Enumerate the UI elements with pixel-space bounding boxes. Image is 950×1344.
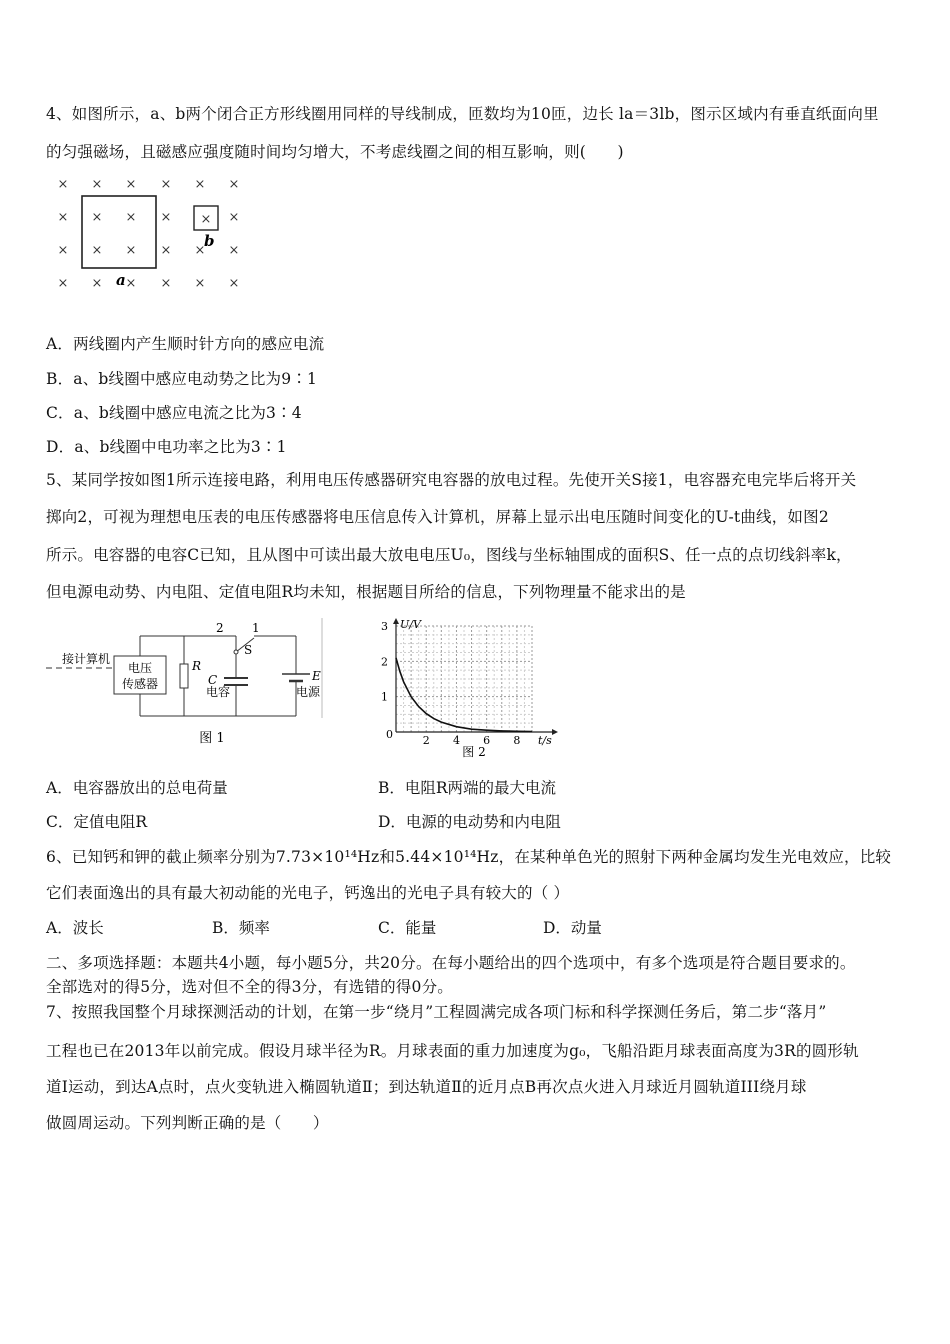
q7-stem-line4: 做圆周运动。下列判断正确的是（ ） [46, 1114, 329, 1132]
field-cross: × [160, 177, 172, 192]
q5-option-d[interactable]: D．电源的电动势和内电阻 [378, 813, 561, 831]
source-label: 电源 [296, 685, 321, 699]
q6-option-d[interactable]: D．动量 [543, 919, 602, 937]
field-cross: × [228, 276, 240, 291]
field-cross: × [160, 276, 172, 291]
field-cross: × [228, 177, 240, 192]
q5-option-a[interactable]: A．电容器放出的总电荷量 [46, 779, 228, 797]
coil-b-label: b [204, 232, 215, 250]
field-cross: × [57, 177, 69, 192]
q6-option-b[interactable]: B．频率 [212, 919, 270, 937]
section2-header-line1: 二、多项选择题：本题共4小题，每小题5分，共20分。在每小题给出的四个选项中，有多个选项是符合题目要求的。 [46, 954, 856, 972]
switch-pos-1: 1 [252, 621, 260, 635]
switch-label: S [244, 643, 253, 657]
q6-option-a[interactable]: A．波长 [46, 919, 104, 937]
q7-stem-line3: 道Ⅰ运动，到达A点时，点火变轨进入椭圆轨道Ⅱ；到达轨道Ⅱ的近月点B再次点火进入月球近月圆轨道III绕月球 [46, 1078, 807, 1096]
x-tick-label: 8 [513, 734, 521, 747]
x-axis-arrow [552, 729, 558, 735]
sensor-label-1: 电压 [127, 661, 153, 675]
computer-label: 接计算机 [62, 652, 111, 666]
q6-option-c[interactable]: C．能量 [378, 919, 437, 937]
q4-figure [50, 172, 250, 292]
field-cross: × [91, 177, 103, 192]
emf-symbol: E [312, 669, 321, 683]
field-cross: × [125, 177, 137, 192]
x-axis-label: t/s [538, 734, 552, 747]
q5-stem-line2: 掷向2，可视为理想电压表的电压传感器将电压信息传入计算机，屏幕上显示出电压随时间变化的U-t曲线，如图2 [46, 508, 829, 526]
field-cross: × [91, 243, 103, 258]
q4-option-d[interactable]: D．a、b线圈中电功率之比为3∶1 [46, 438, 287, 456]
field-cross: × [125, 243, 137, 258]
field-cross: × [57, 276, 69, 291]
field-cross: × [160, 243, 172, 258]
q7-stem-line2: 工程也已在2013年以前完成。假设月球半径为R。月球表面的重力加速度为g₀，飞船沿距月球表面高度为3R的圆形轨 [46, 1042, 859, 1060]
coil-a-label: a [116, 271, 126, 289]
y-tick-label: 3 [381, 620, 388, 633]
figure2-caption: 图 2 [462, 745, 486, 759]
field-cross: × [228, 243, 240, 258]
q4-option-b[interactable]: B．a、b线圈中感应电动势之比为9∶1 [46, 370, 318, 388]
q4-option-c[interactable]: C．a、b线圈中感应电流之比为3∶4 [46, 404, 302, 422]
field-cross: × [194, 177, 206, 192]
q5-stem-line1: 5、某同学按如图1所示连接电路，利用电压传感器研究电容器的放电过程。先使开关S接1，电容器充电完毕后将开关 [46, 471, 857, 489]
field-cross: × [125, 276, 137, 291]
field-cross: × [228, 210, 240, 225]
origin-label: 0 [386, 728, 393, 741]
capacitor-label: 电容 [206, 685, 231, 699]
q5-stem-line4: 但电源电动势、内电阻、定值电阻R均未知，根据题目所给的信息，下列物理量不能求出的是 [46, 583, 686, 601]
field-cross: × [57, 243, 69, 258]
resistor-r [180, 664, 188, 688]
figure1-caption: 图 1 [199, 731, 225, 746]
field-cross: × [200, 212, 212, 227]
q4-stem-line1: 4、如图所示，a、b两个闭合正方形线圈用同样的导线制成，匝数均为10匝，边长 la＝3lb，图示区域内有垂直纸面向里 [46, 105, 879, 123]
x-tick-label: 2 [422, 734, 430, 747]
q6-stem-line2: 它们表面逸出的具有最大初动能的光电子，钙逸出的光电子具有较大的（ ） [46, 884, 570, 902]
q5-option-c[interactable]: C．定值电阻R [46, 813, 148, 831]
section2-header-line2: 全部选对的得5分，选对但不全的得3分，有选错的得0分。 [46, 978, 453, 996]
q5-circuit-figure [40, 618, 330, 750]
y-axis-arrow [393, 618, 399, 624]
field-cross: × [57, 210, 69, 225]
field-cross: × [194, 243, 206, 258]
capacitor-symbol: C [208, 673, 218, 687]
x-tick-label: 4 [452, 734, 460, 747]
q4-option-a[interactable]: A．两线圈内产生顺时针方向的感应电流 [46, 335, 325, 353]
sensor-label-2: 传感器 [121, 677, 159, 691]
x-tick-label: 6 [483, 734, 491, 747]
switch-pos-2: 2 [216, 621, 224, 635]
y-axis-label: U/V [400, 618, 421, 631]
q6-stem-line1: 6、已知钙和钾的截止频率分别为7.73×10¹⁴Hz和5.44×10¹⁴Hz，在某种单色光的照射下两种金属均发生光电效应，比较 [46, 848, 892, 866]
field-cross: × [194, 276, 206, 291]
q5-option-b[interactable]: B．电阻R两端的最大电流 [378, 779, 557, 797]
resistor-label: R [192, 659, 202, 673]
q4-stem-line2: 的匀强磁场，且磁感应强度随时间均匀增大，不考虑线圈之间的相互影响，则( ) [46, 143, 624, 161]
q7-stem-line1: 7、按照我国整个月球探测活动的计划，在第一步“绕月”工程圆满完成各项门标和科学探测任务后，第二步“落月” [46, 1003, 827, 1021]
field-cross: × [125, 210, 137, 225]
field-cross: × [91, 276, 103, 291]
q5-ut-chart [372, 618, 562, 760]
y-tick-label: 1 [381, 690, 388, 704]
field-cross: × [160, 210, 172, 225]
y-tick-label: 2 [381, 655, 388, 669]
field-cross: × [91, 210, 103, 225]
q5-stem-line3: 所示。电容器的电容C已知，且从图中可读出最大放电电压U₀，图线与坐标轴围成的面积S、任一点的点切线斜率k， [46, 546, 852, 564]
